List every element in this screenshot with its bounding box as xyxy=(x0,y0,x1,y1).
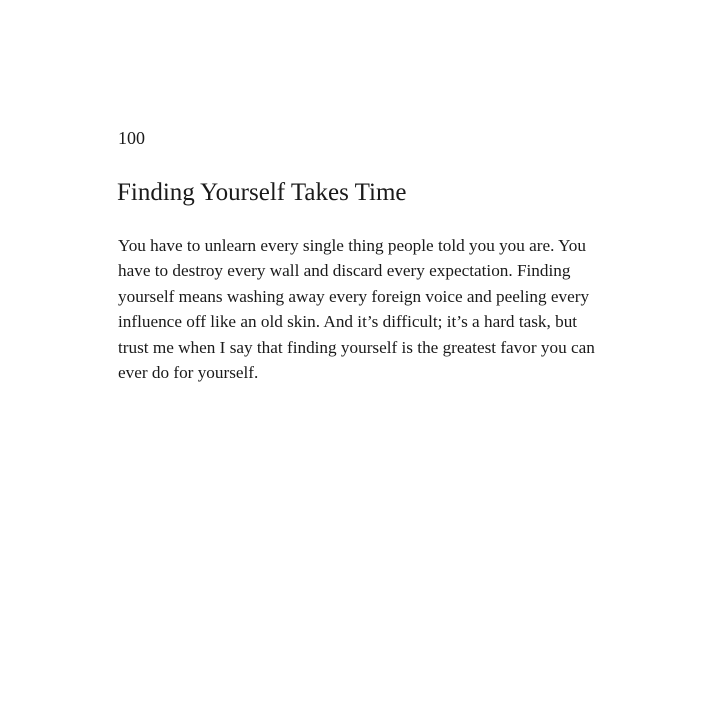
body-line: trust me when I say that finding yourself is the greatest favor you can xyxy=(118,337,595,357)
body-line: influence off like an old skin. And it’s difficult; it’s a hard task, but xyxy=(118,312,578,332)
body-line: yourself means washing away every foreign voice and peeling every xyxy=(118,286,590,306)
chapter-title: Finding Yourself Takes Time xyxy=(117,179,407,206)
page-number: 100 xyxy=(118,128,145,148)
body-line: You have to unlearn every single thing people told you you are. You xyxy=(118,236,586,255)
body-paragraph xyxy=(118,233,618,385)
body-line: ever do for yourself. xyxy=(118,363,259,383)
body-line: have to destroy every wall and discard every expectation. Finding xyxy=(118,261,571,281)
